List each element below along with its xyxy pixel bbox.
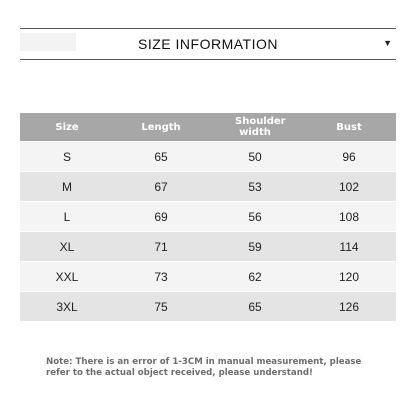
cell-shoulder-width: 50 [208,142,302,172]
cell-length: 67 [114,172,208,202]
triangle-down-icon[interactable]: ▼ [383,38,392,48]
cell-size: XXL [20,262,114,292]
table-row [20,292,396,322]
cell-shoulder-width: 59 [208,232,302,262]
column-header-shoulder-width [208,113,302,142]
size-table [20,113,396,321]
cell-bust: 96 [302,142,396,172]
cell-shoulder-width: 53 [208,172,302,202]
cell-length: 71 [114,232,208,262]
cell-shoulder-width: 62 [208,262,302,292]
table-row [20,142,396,172]
cell-size: 3XL [20,292,114,322]
table-row [20,262,396,292]
cell-size: L [20,202,114,232]
column-header-size: Size [20,113,114,142]
column-header-length: Length [114,113,208,142]
cell-length: 73 [114,262,208,292]
table-row [20,172,396,202]
cell-size: S [20,142,114,172]
table-row [20,202,396,232]
cell-bust: 114 [302,232,396,262]
measurement-note: Note: There is an error of 1-3CM in manual measurement, please refer to the actual object received, please understand! [46,357,362,378]
cell-length: 65 [114,142,208,172]
column-header-bust: Bust [302,113,396,142]
cell-size: M [20,172,114,202]
size-info-header[interactable] [20,28,396,60]
cell-shoulder-width: 65 [208,292,302,322]
cell-bust: 102 [302,172,396,202]
cell-shoulder-width: 56 [208,202,302,232]
cell-length: 75 [114,292,208,322]
column-header-shoulder-width-label: Shoulder width [235,116,286,138]
cell-size: XL [20,232,114,262]
cell-bust: 108 [302,202,396,232]
cell-bust: 120 [302,262,396,292]
table-row [20,232,396,262]
page-title: SIZE INFORMATION [138,36,278,52]
cell-length: 69 [114,202,208,232]
table-header-row [20,113,396,142]
cell-bust: 126 [302,292,396,322]
